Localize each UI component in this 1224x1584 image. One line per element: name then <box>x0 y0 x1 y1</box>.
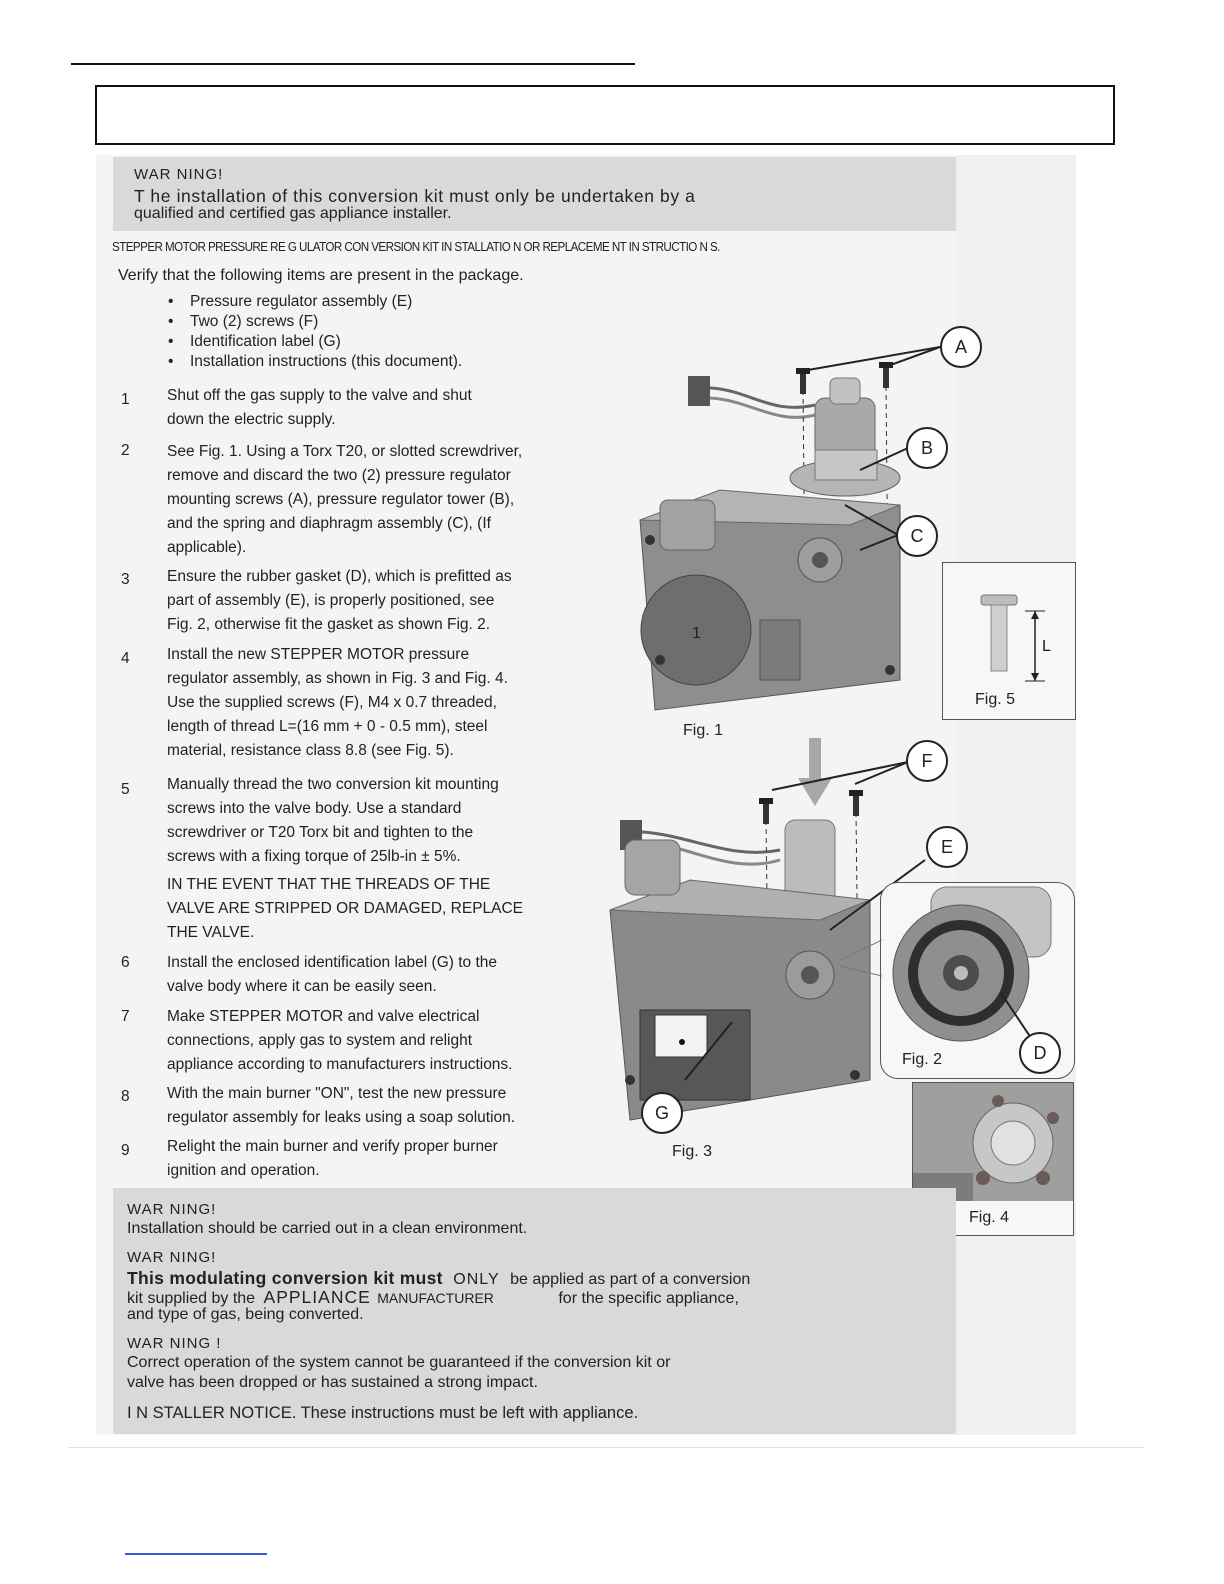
step-text: Manually thread the two conversion kit mounting screws into the valve body. Use a standard screwdriver or T20 Torx bit and tighten to the screws with a fixing torque of 25lb-in ± 5%. <box>167 776 499 865</box>
step-number: 3 <box>121 571 130 588</box>
warning-text: Correct operation of the system cannot be guaranteed if the conversion kit or <box>127 1354 671 1371</box>
svg-text:1: 1 <box>692 625 701 642</box>
step-text: Ensure the rubber gasket (D), which is prefitted as part of assembly (E), is properly positioned, see Fig. 2, otherwise fit the gasket as shown Fig. 2. <box>167 568 512 633</box>
fig2-caption: Fig. 2 <box>902 1051 943 1068</box>
warning-text: kit supplied by the APPLIANCE MANUFACTURER for the specific appliance, <box>127 1287 739 1307</box>
fig5-caption: Fig. 5 <box>975 691 1016 708</box>
warning-text: valve has been dropped or has sustained a strong impact. <box>127 1374 538 1391</box>
kit-title: STEPPER MOTOR PRESSURE RE G ULATOR CON VERSION KIT IN STALLATIO N OR REPLACEME NT IN STRUCTIO N S. <box>112 240 720 254</box>
step-text: Install the enclosed identification label (G) to the valve body where it can be easily seen. <box>167 954 497 995</box>
top-warning-line2: qualified and certified gas appliance installer. <box>134 205 452 222</box>
connector-shape <box>688 376 710 406</box>
fig1-caption: Fig. 1 <box>683 722 724 739</box>
list-item: • Identification label (G) <box>168 333 341 350</box>
callout-c: C <box>896 515 938 557</box>
title-box <box>95 85 1115 145</box>
warning-heading: WAR NING! <box>127 1249 217 1266</box>
step-number: 6 <box>121 954 130 971</box>
fig3-caption: Fig. 3 <box>672 1143 713 1160</box>
fig4-photo <box>913 1083 1073 1203</box>
step-text: Make STEPPER MOTOR and valve electrical connections, apply gas to system and relight appliance according to manufacturers instructions. <box>167 1008 513 1073</box>
installer-notice: I N STALLER NOTICE. These instructions must be left with appliance. <box>127 1404 639 1422</box>
warning-text: This modulating conversion kit must ONLY be applied as part of a conversion <box>127 1268 751 1288</box>
verify-text: Verify that the following items are present in the package. <box>118 267 524 284</box>
top-warning-panel <box>113 157 956 231</box>
top-warning-line1: T he installation of this conversion kit must only be undertaken by a <box>134 186 696 206</box>
callout-b: B <box>906 427 948 469</box>
step-text: Shut off the gas supply to the valve and shut down the electric supply. <box>167 387 472 428</box>
warning-heading: WAR NING ! <box>127 1335 222 1352</box>
callout-g: G <box>641 1092 683 1134</box>
list-item: • Pressure regulator assembly (E) <box>168 293 413 310</box>
step-number: 4 <box>121 650 130 667</box>
warning-heading: WAR NING! <box>127 1201 217 1218</box>
callout-f: F <box>906 740 948 782</box>
step-text: Relight the main burner and verify proper burner ignition and operation. <box>167 1138 498 1179</box>
callout-a: A <box>940 326 982 368</box>
bottom-rule <box>68 1447 1144 1448</box>
callout-e: E <box>926 826 968 868</box>
step-number: 7 <box>121 1008 130 1025</box>
list-item: • Two (2) screws (F) <box>168 313 319 330</box>
bottom-warning-panel <box>113 1188 956 1434</box>
list-item: • Installation instructions (this document). <box>168 353 463 370</box>
top-rule <box>71 63 635 65</box>
package-list <box>168 292 462 372</box>
step-number: 5 <box>121 781 130 798</box>
step-number: 1 <box>121 391 130 408</box>
fig2-pointer-lines <box>840 940 890 1000</box>
step-number: 8 <box>121 1088 130 1105</box>
step-number: 2 <box>121 442 130 459</box>
fig5-dimension-label: L <box>1042 638 1051 655</box>
callout-d: D <box>1019 1032 1061 1074</box>
step-text: See Fig. 1. Using a Torx T20, or slotted screwdriver, remove and discard the two (2) pressure regulator mounting screws (A), pressure regulator tower (B), and the spring and diaphragm assembly (C), (If applicable). <box>167 443 523 556</box>
step-number: 9 <box>121 1142 130 1159</box>
step-text: With the main burner "ON", test the new pressure regulator assembly for leaks using a soap solution. <box>167 1085 516 1126</box>
fig4-caption: Fig. 4 <box>969 1209 1010 1226</box>
step-text: Install the new STEPPER MOTOR pressure regulator assembly, as shown in Fig. 3 and Fig. 4. Use the supplied screws (F), M4 x 0.7 threaded, length of thread L=(16 mm + 0 - 0.5 mm), steel material, resistance class 8.8 (see Fig. 5). <box>167 646 508 759</box>
top-warning-heading: WAR NING! <box>134 166 224 183</box>
warning-text: and type of gas, being converted. <box>127 1306 364 1323</box>
footer-link-underline[interactable] <box>125 1553 267 1555</box>
fig5-frame <box>942 562 1076 720</box>
step-caution-text: IN THE EVENT THAT THE THREADS OF THE VALVE ARE STRIPPED OR DAMAGED, REPLACE THE VALVE. <box>167 876 524 941</box>
warning-text: Installation should be carried out in a clean environment. <box>127 1220 528 1237</box>
